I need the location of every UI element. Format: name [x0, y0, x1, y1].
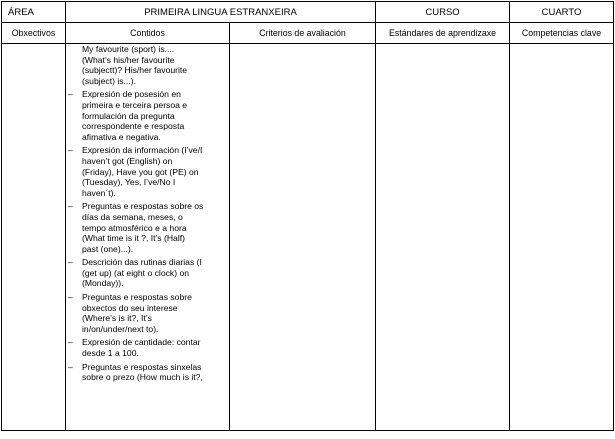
contidos-item-text: Expresión da información (I’ve/I haven’t got (English) on (Friday), Have you got (PE) on (Tuesday), Yes, I’ve/No I haven´t). [82, 145, 203, 198]
contidos-item-text: Preguntas e respostas sinxelas sobre o prezo (How much is it?, [82, 361, 203, 383]
area-value: PRIMEIRA LINGUA ESTRANXEIRA [66, 2, 376, 23]
contidos-list-item [66, 292, 229, 334]
contidos-list-item [66, 145, 229, 198]
contidos-cell [66, 44, 230, 431]
estandares-cell [376, 44, 510, 431]
curriculum-table [1, 1, 614, 431]
contidos-item-text: Expresión de cantidade: contar desde 1 a 100. [82, 337, 201, 359]
contidos-item-text: Preguntas e respostas sobre os días da semana, meses, o tempo atmosférico e a hora (What time is it ?, It’s (Half) past (one)...). [82, 201, 204, 254]
contidos-list-item [66, 362, 229, 383]
contidos-list-item [66, 44, 229, 86]
contidos-item-text: My favourite (sport) is.... (What’s his/her favourite (subjectt)? His/her favourite (subject) is...). [82, 44, 188, 86]
bullet-dash: – [68, 145, 73, 156]
contidos-list [66, 44, 229, 383]
column-header-competencias: Competencias clave [510, 23, 614, 44]
column-header-obxectivos: Obxectivos [2, 23, 66, 44]
area-label: ÁREA [2, 2, 66, 23]
bullet-dash: – [68, 89, 73, 100]
column-header-contidos: Contidos [66, 23, 230, 44]
contidos-list-item [66, 201, 229, 254]
contidos-list-item [66, 257, 229, 289]
competencias-cell [510, 44, 614, 431]
curso-label: CURSO [376, 2, 510, 23]
contidos-item-text: Preguntas e respostas sobre obxectos do seu interese (Where’s is it?, It’s in/on/under/next to). [82, 292, 192, 334]
curso-value: CUARTO [510, 2, 614, 23]
contidos-item-text: Expresión de posesión en primeira e terceira persoa e formulación da pregunta correspondente e resposta afimativa e negativa. [82, 89, 188, 142]
contidos-list-item [66, 337, 229, 358]
bullet-dash: – [68, 337, 73, 348]
bullet-dash: – [68, 257, 73, 268]
column-header-criterios: Criterios de avaliación [230, 23, 376, 44]
header-row [2, 2, 614, 23]
bullet-dash: – [68, 292, 73, 303]
bullet-dash: – [68, 361, 73, 372]
contidos-list-item [66, 89, 229, 142]
bullet-dash: – [68, 201, 73, 212]
obxectivos-cell [2, 44, 66, 431]
contidos-item-text: Descrición das rutinas diarias (I (get up) (at eight o clock) on (Monday)). [82, 257, 202, 289]
criterios-cell [230, 44, 376, 431]
column-header-estandares: Estándares de aprendizaxe [376, 23, 510, 44]
column-header-row [2, 23, 614, 44]
content-row [2, 44, 614, 431]
